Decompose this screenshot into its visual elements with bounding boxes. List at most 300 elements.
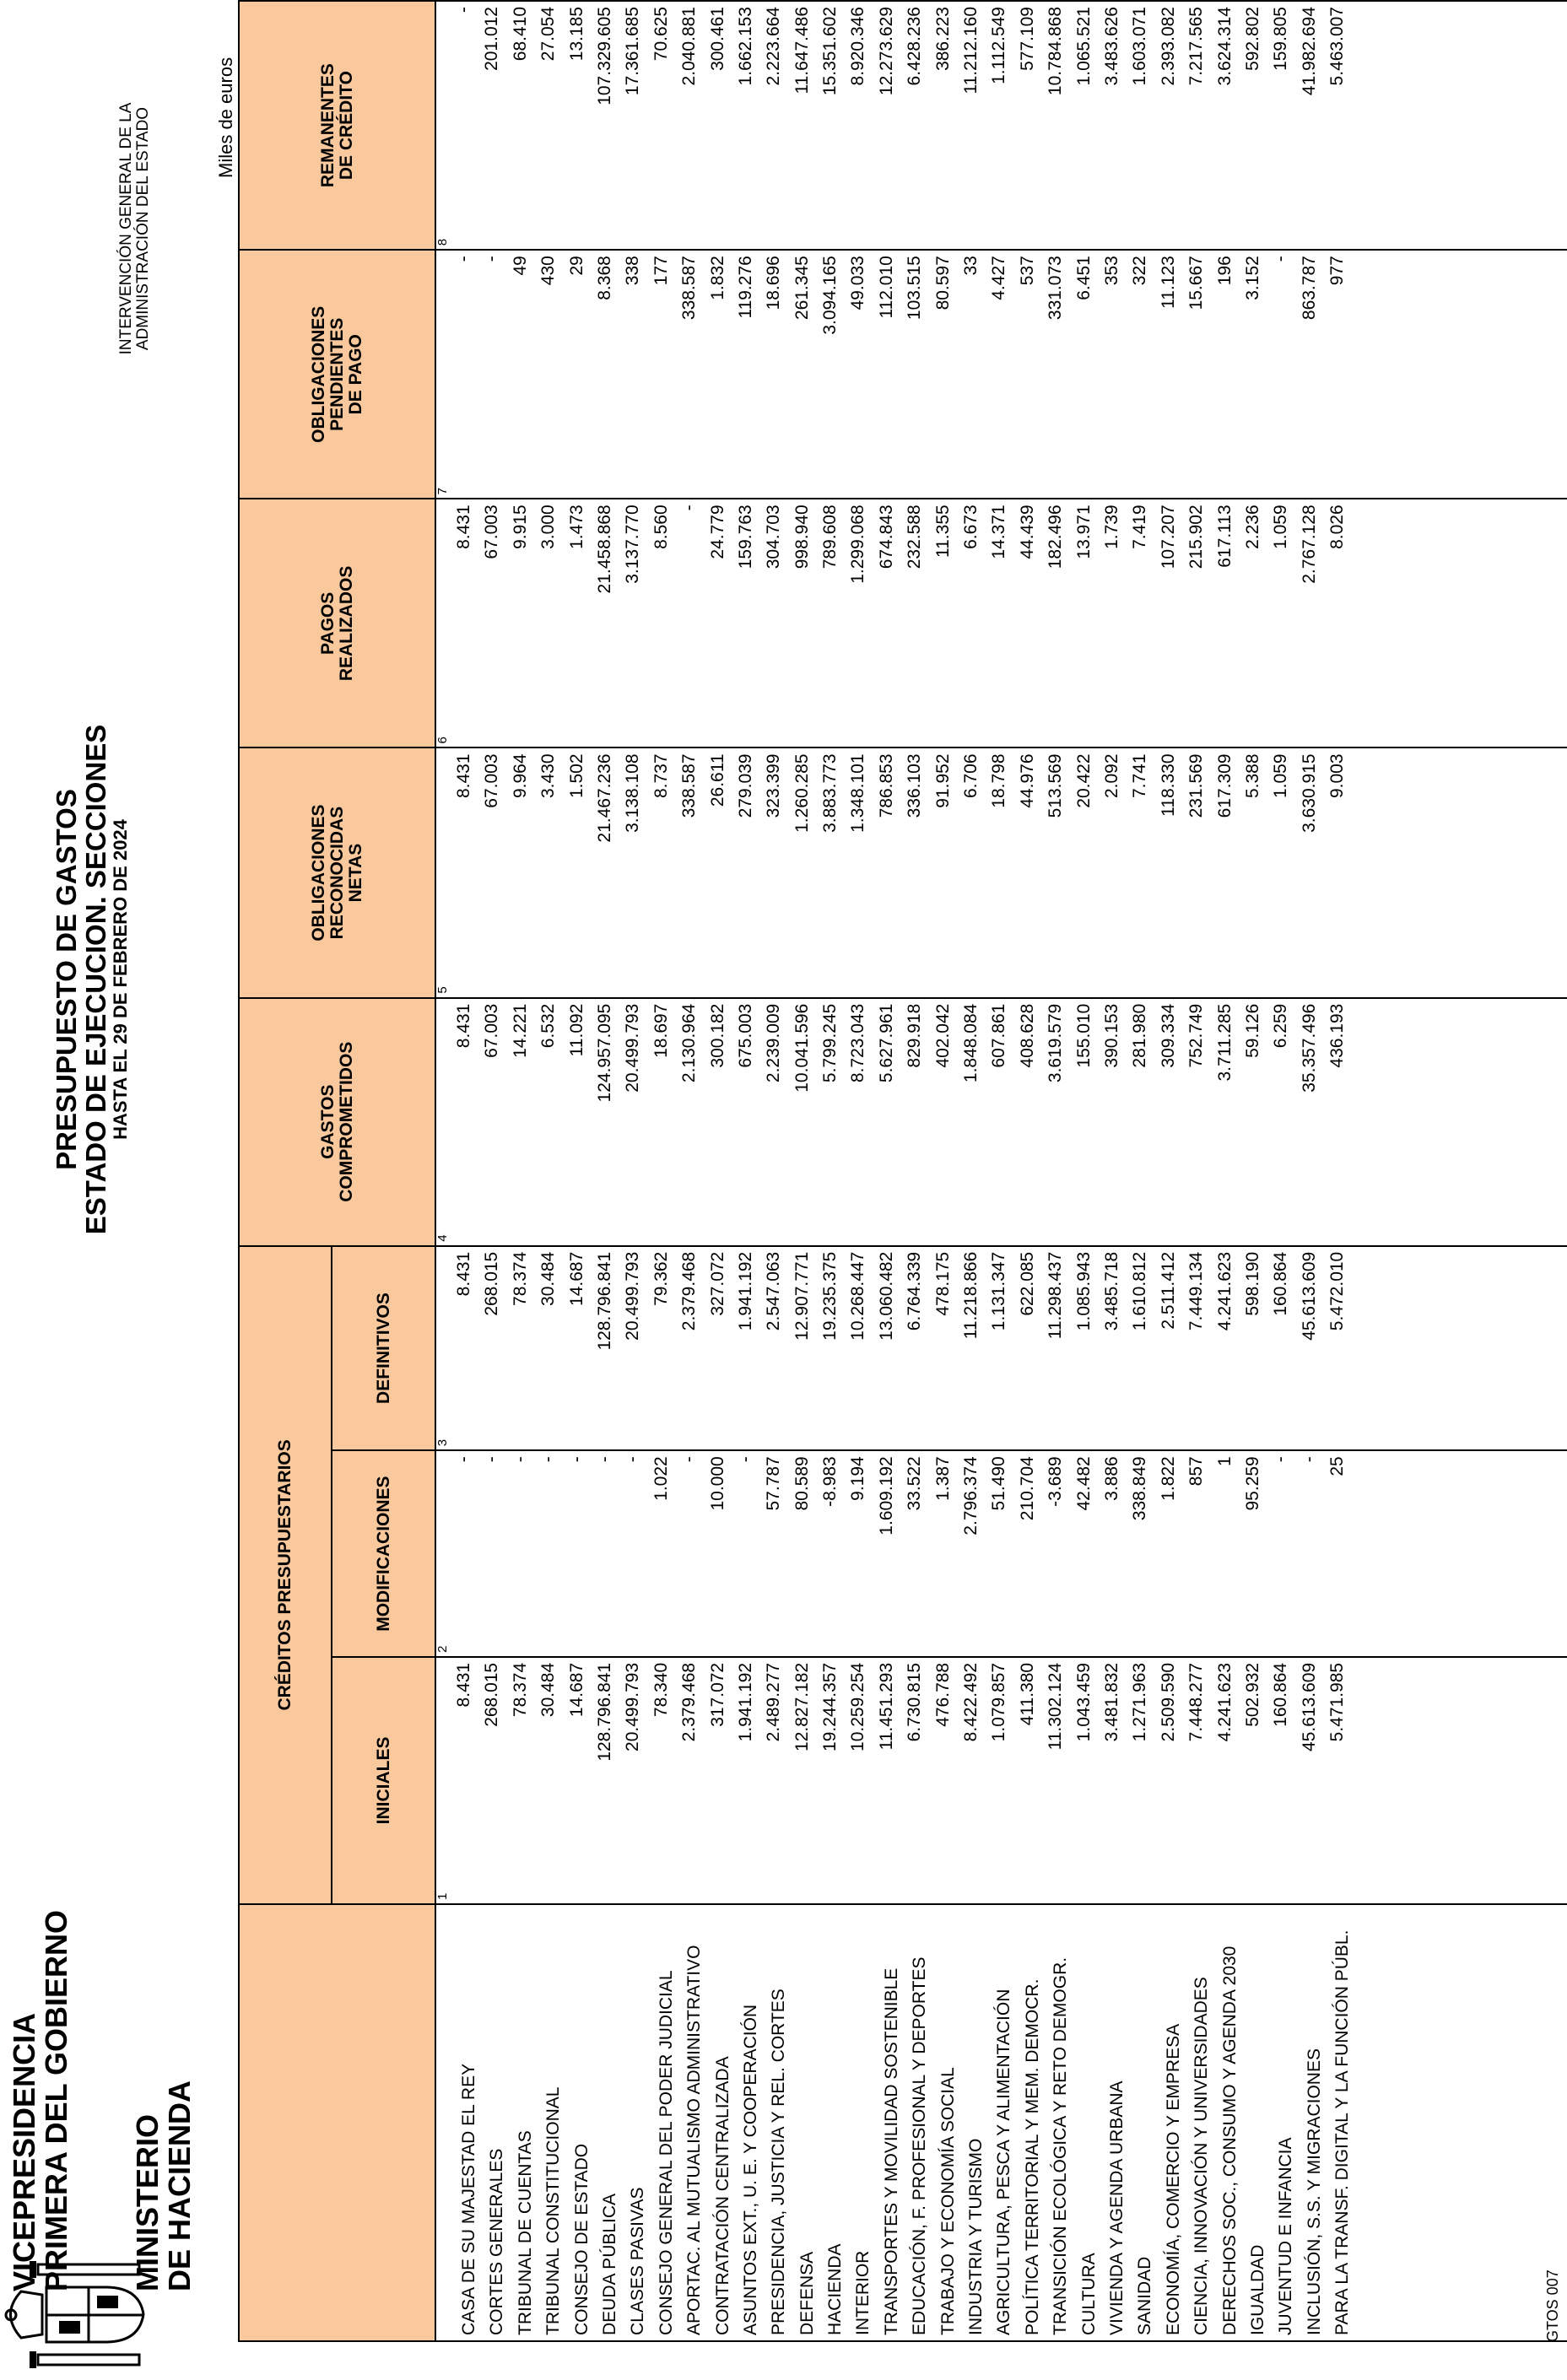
table-cell: 12.827.182 — [792, 1662, 812, 1751]
table-cell: 24.779 — [707, 505, 727, 559]
table-cell: - — [1271, 256, 1291, 262]
table-cell: 353 — [1101, 256, 1121, 286]
table-cell: 11.298.437 — [1046, 1251, 1066, 1340]
table-cell: 10.259.254 — [848, 1662, 868, 1751]
section-name: ASUNTOS EXT., U. E. Y COOPERACIÓN — [740, 2004, 760, 2335]
iniciales-column — [435, 1657, 1567, 1904]
table-cell: 513.569 — [1046, 753, 1066, 818]
table-cell: 107.207 — [1158, 505, 1178, 569]
table-cell: 20.422 — [1073, 753, 1094, 808]
table-cell: 617.113 — [1214, 505, 1235, 568]
table-cell: 8.431 — [454, 1003, 473, 1049]
table-cell: 91.952 — [932, 753, 953, 808]
table-cell: 11.092 — [566, 1003, 586, 1057]
table-cell: 45.613.609 — [1299, 1251, 1319, 1341]
table-cell: 300.461 — [707, 7, 727, 71]
table-cell: 7.217.565 — [1186, 7, 1207, 86]
table-cell: 41.982.694 — [1299, 7, 1319, 96]
table-cell: 25 — [1327, 1456, 1348, 1476]
table-cell: 502.932 — [1242, 1662, 1262, 1727]
table-cell: 44.976 — [1017, 753, 1037, 808]
table-cell: -8.983 — [820, 1456, 840, 1507]
table-cell: 19.235.375 — [820, 1251, 840, 1341]
table-cell: 8.026 — [1327, 505, 1348, 549]
table-cell: 231.569 — [1186, 753, 1207, 818]
column-number: 8 — [435, 238, 450, 246]
table-cell: - — [510, 1456, 530, 1463]
table-cell: 107.329.605 — [594, 7, 614, 105]
col-obligaciones-reconocidas-header — [239, 747, 435, 997]
table-cell: 786.853 — [876, 753, 896, 818]
gastos-comprometidos-values — [450, 1004, 1352, 1245]
table-cell: 3.624.314 — [1214, 7, 1235, 86]
section-name: TRABAJO Y ECONOMÍA SOCIAL — [937, 2067, 958, 2335]
ministry-line-1: VICEPRESIDENCIA — [7, 2012, 41, 2291]
table-cell: 7.449.134 — [1186, 1251, 1207, 1331]
table-cell: - — [454, 1456, 473, 1463]
section-name: CLASES PASIVAS — [628, 2187, 648, 2335]
table-cell: 268.015 — [482, 1662, 502, 1727]
pagos-realizados-column — [435, 499, 1567, 747]
column-number: 5 — [435, 986, 450, 994]
table-cell: 67.003 — [482, 505, 502, 559]
ministry-header — [8, 1910, 196, 2291]
table-cell: 33 — [961, 256, 981, 276]
table-cell: 12.907.771 — [792, 1251, 812, 1341]
obligaciones-reconocidas-column — [435, 747, 1567, 997]
table-cell: 317.072 — [707, 1662, 727, 1727]
table-cell: 80.597 — [932, 256, 953, 310]
col-header-line: RECONOCIDAS — [327, 806, 347, 940]
section-name: INTERIOR — [853, 2250, 873, 2335]
table-cell: 829.918 — [905, 1003, 925, 1068]
table-cell: 1.609.192 — [876, 1456, 896, 1535]
table-cell: 68.410 — [510, 7, 530, 62]
table-cell: - — [1299, 1456, 1319, 1463]
section-name: HACIENDA — [825, 2243, 846, 2335]
section-name-list — [455, 1905, 1357, 2335]
section-name: CONSEJO GENERAL DEL PODER JUDICIAL — [656, 1970, 676, 2335]
table-cell: 35.357.496 — [1299, 1003, 1319, 1093]
table-cell: 8.723.043 — [848, 1003, 868, 1083]
table-cell: 2.511.412 — [1158, 1251, 1178, 1330]
table-cell: 331.073 — [1046, 256, 1066, 321]
table-cell: 44.439 — [1017, 505, 1037, 559]
col-pagos-realizados-header — [239, 499, 435, 747]
table-cell: - — [679, 505, 700, 511]
table-cell: 3.485.718 — [1101, 1251, 1121, 1331]
section-name: DEFENSA — [797, 2251, 817, 2335]
table-cell: - — [1271, 1456, 1291, 1463]
section-name: CIENCIA, INNOVACIÓN Y UNIVERSIDADES — [1191, 1977, 1212, 2335]
table-cell: 436.193 — [1327, 1003, 1348, 1068]
table-cell: 20.499.793 — [623, 1003, 643, 1093]
table-cell: 9.915 — [510, 505, 530, 549]
table-cell: 309.334 — [1158, 1003, 1178, 1068]
section-name: INCLUSIÓN, S.S. Y MIGRACIONES — [1304, 2048, 1324, 2335]
table-cell: 30.484 — [538, 1662, 559, 1718]
column-number: 7 — [435, 487, 450, 495]
table-cell: 17.361.685 — [623, 7, 643, 96]
table-cell: 1.112.549 — [989, 7, 1009, 84]
table-cell: 338.587 — [679, 753, 700, 818]
table-cell: 3.430 — [538, 753, 559, 799]
col-header-line: REMANENTES — [317, 63, 338, 188]
section-header-cell — [239, 1904, 435, 2341]
table-cell: 33.522 — [905, 1456, 925, 1511]
table-cell: 2.393.082 — [1158, 7, 1178, 86]
table-cell: 1.022 — [651, 1456, 671, 1501]
section-name: POLÍTICA TERRITORIAL Y MEM. DEMOCR. — [1022, 1978, 1042, 2335]
table-cell: 78.374 — [510, 1251, 530, 1306]
table-cell: 14.687 — [566, 1662, 586, 1718]
section-name: AGRICULTURA, PESCA Y ALIMENTACIÓN — [994, 1989, 1014, 2335]
table-cell: 1.299.068 — [848, 505, 868, 584]
definitivos-values — [450, 1252, 1352, 1450]
table-cell: 8.368 — [594, 256, 614, 300]
igae-line-1: INTERVENCIÓN GENERAL DE LA — [117, 102, 135, 355]
form-code: GTOS 007 — [1544, 2269, 1561, 2342]
section-name: PRESIDENCIA, JUSTICIA Y REL. CORTES — [769, 1989, 789, 2335]
table-cell: 51.490 — [989, 1456, 1009, 1511]
obligaciones-pendientes-column — [435, 250, 1567, 499]
table-cell: 2.379.468 — [679, 1251, 700, 1331]
table-cell: 336.103 — [905, 753, 925, 818]
table-cell: 4.241.623 — [1214, 1251, 1235, 1331]
table-cell: 1.603.071 — [1130, 7, 1150, 86]
table-cell: 2.379.468 — [679, 1662, 700, 1742]
table-cell: 201.012 — [482, 7, 502, 71]
table-cell: 1.473 — [566, 505, 586, 549]
table-cell: 18.697 — [651, 1003, 671, 1058]
table-cell: 3.483.626 — [1101, 7, 1121, 86]
table-cell: 2.489.277 — [764, 1662, 784, 1742]
table-cell: 327.072 — [707, 1251, 727, 1316]
table-cell: 10.268.447 — [848, 1251, 868, 1341]
table-cell: 6.673 — [961, 505, 981, 549]
table-cell: 59.126 — [1242, 1003, 1262, 1058]
ministry-line-4: DE HACIENDA — [162, 2080, 197, 2291]
table-cell: 2.509.590 — [1158, 1662, 1178, 1742]
obligaciones-reconocidas-values — [450, 753, 1352, 996]
col-modificaciones-header: MODIFICACIONES — [332, 1450, 435, 1657]
table-cell: 279.039 — [735, 753, 755, 818]
report-date: HASTA EL 29 DE FEBRERO DE 2024 — [110, 819, 131, 1140]
col-header-line: PENDIENTES — [327, 317, 347, 431]
table-cell: 1.260.285 — [792, 753, 812, 833]
section-name: APORTAC. AL MUTUALISMO ADMINISTRATIVO — [684, 1945, 705, 2335]
table-cell: 478.175 — [932, 1251, 953, 1316]
section-name: TRANSPORTES Y MOVILIDAD SOSTENIBLE — [881, 1967, 901, 2335]
column-number: 3 — [435, 1438, 450, 1447]
table-cell: 27.054 — [538, 7, 559, 62]
table-cell: 9.194 — [848, 1456, 868, 1501]
col-header-line: OBLIGACIONES — [308, 305, 328, 443]
table-cell: 8.431 — [454, 753, 473, 799]
col-header-line: COMPROMETIDOS — [336, 1041, 356, 1202]
pagos-realizados-values — [450, 505, 1352, 747]
report-title: PRESUPUESTO DE GASTOS — [51, 789, 82, 1170]
table-cell: - — [454, 7, 473, 13]
table-cell: 118.330 — [1158, 753, 1178, 817]
table-cell: 159.805 — [1271, 7, 1291, 71]
table-cell: 411.380 — [1017, 1662, 1037, 1726]
table-cell: 7.448.277 — [1186, 1662, 1207, 1742]
table-cell: 1.848.084 — [961, 1003, 981, 1083]
gastos-comprometidos-column — [435, 998, 1567, 1246]
table-cell: 8.431 — [454, 1251, 473, 1297]
units-label: Miles de euros — [215, 57, 236, 178]
table-cell: 49.033 — [848, 256, 868, 310]
table-cell: 9.964 — [510, 753, 530, 799]
table-cell: 2.236 — [1242, 505, 1262, 549]
table-cell: 863.787 — [1299, 256, 1319, 321]
ministry-line-3: MINISTERIO — [130, 2113, 165, 2291]
table-cell: 323.399 — [764, 753, 784, 818]
table-cell: 42.482 — [1073, 1456, 1094, 1511]
table-cell: 8.737 — [651, 753, 671, 799]
table-cell: 6.706 — [961, 753, 981, 799]
table-cell: 2.130.964 — [679, 1003, 700, 1083]
table-cell: 577.109 — [1017, 7, 1037, 71]
table-cell: 13.971 — [1073, 505, 1094, 559]
table-cell: 18.696 — [764, 256, 784, 310]
modificaciones-values — [450, 1456, 1352, 1656]
creditos-group-header: CRÉDITOS PRESUPUESTARIOS — [239, 1246, 332, 1904]
table-cell: 20.499.793 — [623, 1251, 643, 1341]
section-name: EDUCACIÓN, F. PROFESIONAL Y DEPORTES — [910, 1956, 930, 2335]
table-cell: 182.496 — [1046, 505, 1066, 569]
col-header-line: REALIZADOS — [336, 565, 356, 682]
table-cell: 789.608 — [820, 505, 840, 569]
section-name: CULTURA — [1078, 2253, 1099, 2335]
table-cell: 21.467.236 — [594, 753, 614, 843]
budget-execution-table — [238, 0, 1567, 2342]
table-cell: 261.345 — [792, 256, 812, 321]
table-cell: 45.613.609 — [1299, 1662, 1319, 1751]
table-cell: 15.667 — [1186, 256, 1207, 310]
table-cell: 160.864 — [1271, 1251, 1291, 1316]
section-name: TRIBUNAL DE CUENTAS — [515, 2130, 535, 2335]
table-cell: 5.627.961 — [876, 1003, 896, 1083]
table-cell: 13.060.482 — [876, 1251, 896, 1341]
table-cell: 14.371 — [989, 505, 1009, 559]
table-cell: 10.000 — [707, 1456, 727, 1511]
igae-line-2: ADMINISTRACIÓN DEL ESTADO — [134, 106, 152, 351]
table-cell: 8.431 — [454, 1662, 473, 1708]
table-cell: 6.764.339 — [905, 1251, 925, 1331]
table-cell: 78.340 — [651, 1662, 671, 1718]
table-cell: 29 — [566, 256, 586, 276]
table-cell: - — [454, 256, 473, 262]
table-cell: 70.625 — [651, 7, 671, 62]
table-cell: 2.223.664 — [764, 7, 784, 86]
section-name: SANIDAD — [1135, 2256, 1155, 2335]
table-cell: 155.010 — [1073, 1003, 1094, 1068]
table-cell: 232.588 — [905, 505, 925, 569]
table-cell: 1.043.459 — [1073, 1662, 1094, 1742]
table-cell: -3.689 — [1046, 1456, 1066, 1507]
table-cell: 1.079.857 — [989, 1662, 1009, 1742]
table-cell: 3.886 — [1101, 1456, 1121, 1501]
table-cell: 20.499.793 — [623, 1662, 643, 1751]
table-cell: - — [623, 1456, 643, 1463]
table-cell: 1.059 — [1271, 505, 1291, 549]
table-cell: 1.348.101 — [848, 753, 868, 833]
col-remanentes-header — [239, 1, 435, 250]
table-cell: 8.920.346 — [848, 7, 868, 86]
table-cell: 1.822 — [1158, 1456, 1178, 1501]
obligaciones-pendientes-values — [450, 256, 1352, 498]
crest — [13, 2296, 156, 2334]
table-cell: 112.010 — [876, 256, 896, 319]
table-cell: 11.647.486 — [792, 7, 812, 94]
table-cell: - — [482, 256, 502, 262]
table-cell: 6.451 — [1073, 256, 1094, 300]
table-cell: 95.259 — [1242, 1456, 1262, 1511]
table-cell: 11.451.293 — [876, 1662, 896, 1751]
table-cell: 617.309 — [1214, 753, 1235, 818]
table-cell: 3.137.770 — [623, 505, 643, 584]
table-cell: 3.152 — [1242, 256, 1262, 300]
table-cell: 674.843 — [876, 505, 896, 569]
table-cell: 15.351.602 — [820, 7, 840, 96]
table-cell: 607.861 — [989, 1003, 1009, 1068]
table-cell: 598.190 — [1242, 1251, 1262, 1316]
table-cell: 2.092 — [1101, 753, 1121, 799]
table-cell: 857 — [1186, 1456, 1207, 1487]
section-name: INDUSTRIA Y TURISMO — [966, 2138, 986, 2335]
section-name: CONTRATACIÓN CENTRALIZADA — [712, 2056, 732, 2335]
col-header-line: DE PAGO — [345, 334, 365, 415]
table-cell: 30.484 — [538, 1251, 559, 1306]
col-header-line: NETAS — [345, 843, 365, 903]
igae-header — [118, 60, 152, 397]
table-cell: 268.015 — [482, 1251, 502, 1316]
table-cell: 322 — [1130, 256, 1150, 286]
table-cell: - — [482, 1456, 502, 1463]
table-cell: 2.796.374 — [961, 1456, 981, 1535]
table-cell: 215.902 — [1186, 505, 1207, 569]
table-cell: 49 — [510, 256, 530, 276]
table-cell: 119.276 — [735, 256, 755, 319]
table-cell: 1.662.153 — [735, 7, 755, 86]
table-cell: 177 — [651, 256, 671, 286]
section-name: PARA LA TRANSF. DIGITAL Y LA FUNCIÓN PÚBL. — [1332, 1929, 1353, 2335]
table-cell: 13.185 — [566, 7, 586, 62]
table-cell: 3.619.579 — [1046, 1003, 1066, 1083]
table-cell: 80.589 — [792, 1456, 812, 1511]
table-cell: 160.864 — [1271, 1662, 1291, 1727]
table-cell: 8.422.492 — [961, 1662, 981, 1742]
table-cell: 78.374 — [510, 1662, 530, 1718]
table-cell: 2.767.128 — [1299, 505, 1319, 584]
table-cell: 675.003 — [735, 1003, 755, 1068]
table-cell: 1.739 — [1101, 505, 1121, 549]
table-cell: 3.883.773 — [820, 753, 840, 833]
table-cell: - — [538, 1456, 559, 1463]
table-cell: 1.941.192 — [735, 1251, 755, 1331]
table-cell: 7.741 — [1130, 753, 1150, 799]
table-cell: 390.153 — [1101, 1003, 1121, 1068]
table-cell: 1.131.347 — [989, 1251, 1009, 1331]
table-cell: - — [566, 1456, 586, 1463]
table-cell: 537 — [1017, 256, 1037, 286]
table-cell: 10.784.868 — [1046, 7, 1066, 96]
table-cell: 300.182 — [707, 1003, 727, 1068]
table-cell: 10.041.596 — [792, 1003, 812, 1093]
table-cell: 2.239.009 — [764, 1003, 784, 1083]
col-obligaciones-pendientes-header — [239, 250, 435, 499]
table-cell: 3.630.915 — [1299, 753, 1319, 833]
table-cell: 18.798 — [989, 753, 1009, 808]
table-cell: 1 — [1214, 1456, 1235, 1466]
table-cell: 2.040.881 — [679, 7, 700, 86]
table-cell: 6.532 — [538, 1003, 559, 1049]
table-cell: 67.003 — [482, 753, 502, 808]
table-cell: 159.763 — [735, 505, 755, 569]
table-cell: 11.212.160 — [961, 7, 981, 94]
section-name: TRANSICIÓN ECOLÓGICA Y RETO DEMOGR. — [1051, 1956, 1071, 2335]
table-cell: 3.711.285 — [1214, 1003, 1235, 1082]
table-cell: 4.427 — [989, 256, 1009, 300]
table-cell: 11.355 — [932, 505, 953, 558]
definitivos-column — [435, 1246, 1567, 1451]
table-cell: 1.085.943 — [1073, 1251, 1094, 1331]
table-cell: 402.042 — [932, 1003, 953, 1068]
table-cell: 622.085 — [1017, 1251, 1037, 1316]
table-cell: 1.832 — [707, 256, 727, 300]
table-cell: 8.431 — [454, 505, 473, 549]
section-name: TRIBUNAL CONSTITUCIONAL — [543, 2086, 564, 2335]
table-cell: 1.610.812 — [1130, 1251, 1150, 1331]
table-cell: 2.547.063 — [764, 1251, 784, 1331]
section-name: DERECHOS SOC., CONSUMO Y AGENDA 2030 — [1219, 1946, 1240, 2335]
table-cell: 1.387 — [932, 1456, 953, 1501]
section-names-column — [435, 1904, 1567, 2341]
table-cell: 304.703 — [764, 505, 784, 569]
table-cell: 210.704 — [1017, 1456, 1037, 1521]
table-cell: 11.123 — [1158, 256, 1178, 309]
column-number: 1 — [435, 1892, 450, 1900]
modificaciones-column — [435, 1450, 1567, 1657]
column-number: 2 — [435, 1645, 450, 1653]
table-cell: 14.687 — [566, 1251, 586, 1306]
table-cell: 5.463.007 — [1327, 7, 1348, 86]
col-iniciales-header: INICIALES — [332, 1657, 435, 1904]
col-definitivos-header: DEFINITIVOS — [332, 1246, 435, 1451]
table-cell: 5.471.985 — [1327, 1662, 1348, 1742]
table-cell: 3.138.108 — [623, 753, 643, 833]
table-cell: 124.957.095 — [594, 1003, 614, 1103]
table-cell: 338.849 — [1130, 1456, 1150, 1521]
table-cell: 26.611 — [707, 753, 727, 807]
report-subtitle: ESTADO DE EJECUCION. SECCIONES — [80, 724, 111, 1235]
section-name: CASA DE SU MAJESTAD EL REY — [459, 2063, 478, 2335]
table-cell: - — [679, 1456, 700, 1463]
section-name: CONSEJO DE ESTADO — [571, 2143, 592, 2335]
section-name: CORTES GENERALES — [487, 2148, 507, 2335]
table-cell: 67.003 — [482, 1003, 502, 1058]
remanentes-column — [435, 1, 1567, 250]
table-cell: 12.273.629 — [876, 7, 896, 96]
table-cell: 1.941.192 — [735, 1662, 755, 1742]
table-cell: 281.980 — [1130, 1003, 1150, 1068]
section-name: JUVENTUD E INFANCIA — [1276, 2137, 1296, 2335]
col-header-line: GASTOS — [317, 1084, 338, 1159]
table-cell: 14.221 — [510, 1003, 530, 1058]
table-cell: 3.481.832 — [1101, 1662, 1121, 1742]
